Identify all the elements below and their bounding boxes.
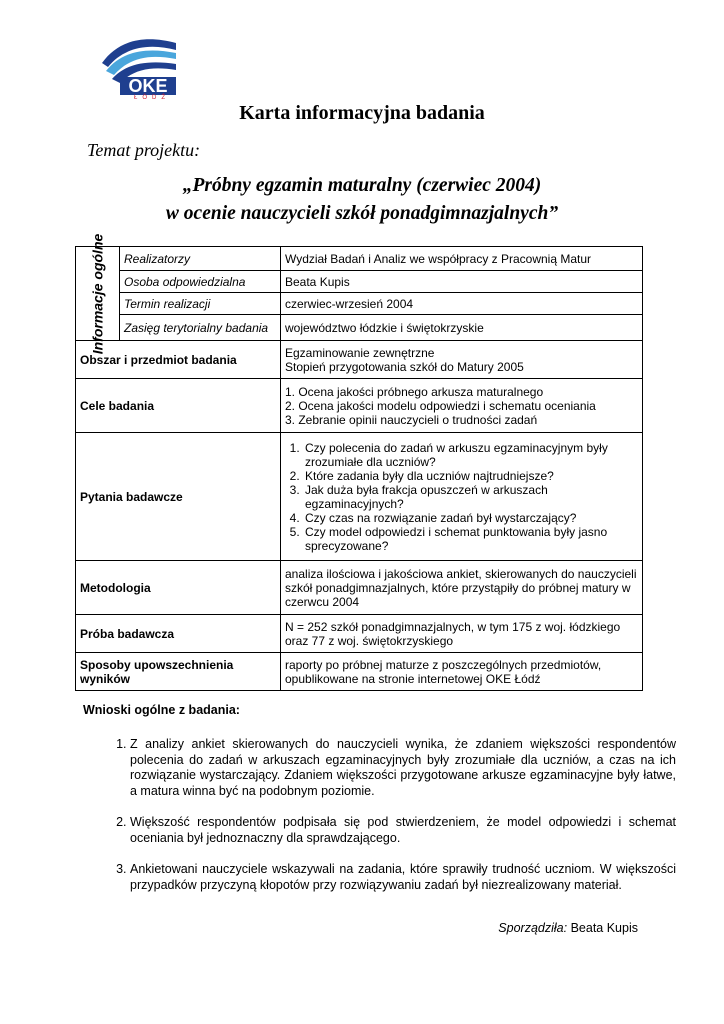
area-line: Stopień przygotowania szkół do Matury 2005 [285, 359, 524, 374]
table-row [76, 341, 643, 379]
conclusions-title: Wnioski ogólne z badania: [83, 703, 240, 717]
question-item: 2. Które zadania były dla uczniów najtrudniejsze? [303, 469, 638, 483]
row-label: Realizatorzy [120, 247, 281, 271]
goal-item: 3. Zebranie opinii nauczycieli o trudności zadań [285, 412, 538, 427]
general-info-cell [76, 233, 120, 354]
topic-label: Temat projektu: [87, 140, 201, 160]
table-row [76, 293, 643, 315]
area-value [281, 341, 643, 379]
row-label: Osoba odpowiedzialna [120, 271, 281, 293]
table-row [76, 433, 643, 561]
project-title-line-2: w ocenie nauczycieli szkół ponadgimnazjalnych” [165, 203, 559, 224]
goal-item: 1. Ocena jakości próbnego arkusza maturalnego [285, 384, 544, 399]
row-label: Termin realizacji [120, 293, 281, 315]
author-name: Beata Kupis [570, 921, 638, 935]
goal-item: 2. Ocena jakości modelu odpowiedzi i schematu oceniania [285, 398, 596, 413]
conclusion-item: 3. Ankietowani nauczyciele wskazywali na zadania, które sprawiły trudność uczniom. W większości przypadków przyczyną kłopotów przy rozwiązywaniu zadań był niezrealizowany materiał. [130, 862, 676, 893]
general-info-label: Informacje ogólne [89, 233, 105, 354]
logo-subtext: ŁÓDŹ [134, 95, 171, 101]
question-item: 3. Jak duża była frakcja opuszczeń w arkuszach egzaminacyjnych? [303, 483, 638, 511]
conclusion-item: 2. Większość respondentów podpisała się pod stwierdzeniem, że model odpowiedzi i schemat oceniania był jednoznaczny dla sprawdzającego. [130, 815, 676, 846]
goals-label: Cele badania [76, 379, 281, 433]
row-value: Wydział Badań i Analiz we współpracy z Pracownią Matur [281, 247, 643, 271]
author-line [498, 921, 638, 935]
project-title-line-1: „Próbny egzamin maturalny (czerwiec 2004) [182, 175, 542, 196]
table-row [76, 247, 643, 271]
author-label: Sporządziła: [498, 921, 568, 935]
logo-text: OKE [128, 76, 168, 96]
conclusions-list [92, 737, 676, 909]
table-row [76, 615, 643, 653]
info-table [75, 233, 643, 691]
table-row [76, 315, 643, 341]
questions-label: Pytania badawcze [76, 433, 281, 561]
sample-label: Próba badawcza [76, 615, 281, 653]
sample-value: N = 252 szkół ponadgimnazjalnych, w tym 175 z woj. łódzkiego oraz 77 z woj. świętokrzyskiego [281, 615, 643, 653]
questions-list [285, 441, 638, 553]
table-row [76, 561, 643, 615]
row-value: czerwiec-wrzesień 2004 [281, 293, 643, 315]
goals-value [281, 379, 643, 433]
question-item: 5. Czy model odpowiedzi i schemat punktowania były jasno sprecyzowane? [303, 525, 638, 553]
row-value: Beata Kupis [281, 271, 643, 293]
row-value: województwo łódzkie i świętokrzyskie [281, 315, 643, 341]
question-item: 1. Czy polecenia do zadań w arkuszu egzaminacyjnym były zrozumiałe dla uczniów? [303, 441, 638, 469]
table-row [76, 271, 643, 293]
methodology-label: Metodologia [76, 561, 281, 615]
dissemination-value: raporty po próbnej maturze z poszczególnych przedmiotów, opublikowane na stronie internetowej OKE Łódź [281, 653, 643, 691]
table-row [76, 653, 643, 691]
conclusion-item: 1. Z analizy ankiet skierowanych do nauczycieli wynika, że zdaniem większości respondentów polecenia do zadań w arkuszach egzaminacyjnych były zrozumiałe dla uczniów, a czas na ich rozwiązanie wystarczający. Zdaniem większości przygotowane arkusze egzaminacyjne były łatwe, a matura winna być na podobnym poziomie. [130, 737, 676, 799]
area-line: Egzaminowanie zewnętrzne [285, 345, 435, 360]
dissemination-label: Sposoby upowszechnienia wyników [76, 653, 281, 691]
table-row [76, 379, 643, 433]
area-label: Obszar i przedmiot badania [76, 341, 281, 379]
questions-value [281, 433, 643, 561]
page-title: Karta informacyjna badania [239, 102, 485, 124]
row-label: Zasięg terytorialny badania [120, 315, 281, 341]
methodology-value: analiza ilościowa i jakościowa ankiet, skierowanych do nauczycieli szkół ponadgimnazjalnych, które przystąpiły do próbnej matury w czerwcu 2004 [281, 561, 643, 615]
question-item: 4. Czy czas na rozwiązanie zadań był wystarczający? [303, 511, 638, 525]
